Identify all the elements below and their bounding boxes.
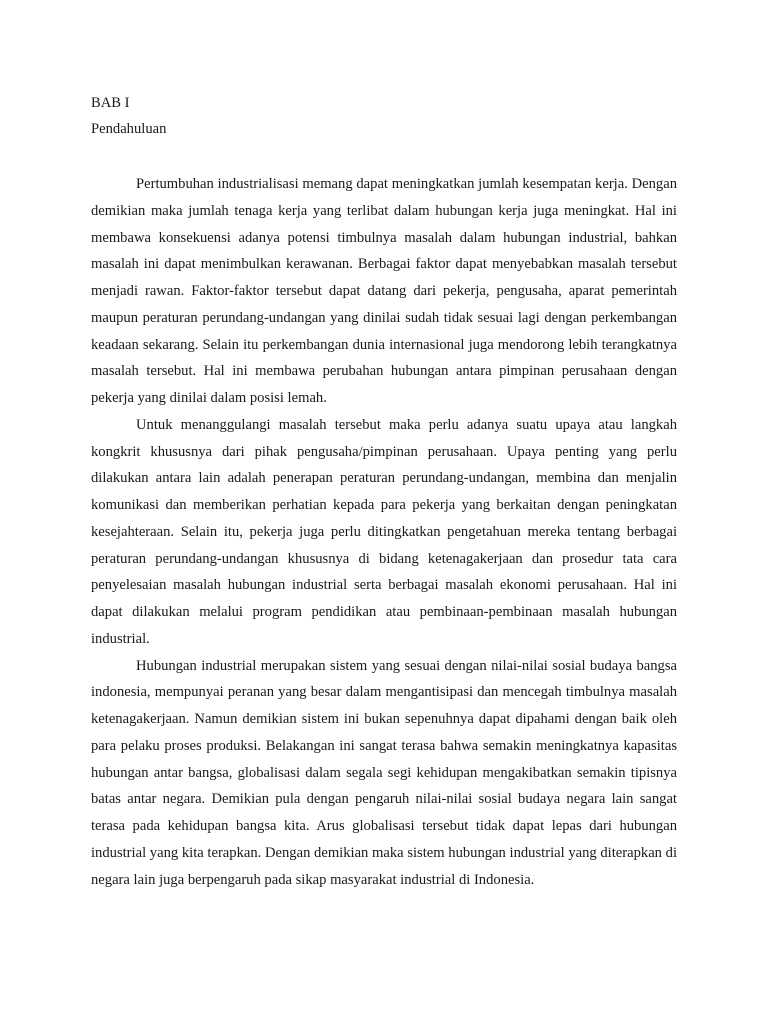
paragraph-2: Untuk menanggulangi masalah tersebut maka perlu adanya suatu upaya atau langkah kongkrit khususnya dari pihak pengusaha/pimpinan perusahaan. Upaya penting yang perlu dilakukan antara lain adalah penerapan peraturan perundang-undangan, membina dan menjalin komunikasi dan memberikan perhatian kepada para pekerja yang berkaitan dengan peningkatan kesejahteraan. Selain itu, pekerja juga perlu ditingkatkan pengetahuan mereka tentang berbagai peraturan perundang-undangan khususnya di bidang ketenagakerjaan dan prosedur tata cara penyelesaian masalah hubungan industrial serta berbagai masalah ekonomi perusahaan. Hal ini dapat dilakukan melalui program pendidikan atau pembinaan-pembinaan masalah hubungan industrial. bbox=[91, 416, 677, 647]
section-title: Pendahuluan bbox=[91, 121, 167, 137]
chapter-label: BAB I bbox=[91, 95, 130, 111]
paragraph-3: Hubungan industrial merupakan sistem yang sesuai dengan nilai-nilai sosial budaya bangsa indonesia, mempunyai peranan yang besar dalam mengantisipasi dan mencegah timbulnya masalah ketenagakerjaan. Namun demikian sistem ini bukan sepenuhnya dapat dipahami dengan baik oleh para pelaku proses produksi. Belakangan ini sangat terasa bahwa semakin meningkatnya kapasitas hubungan antar bangsa, globalisasi dalam segala segi kehidupan mengakibatkan semakin tipisnya batas antar negara. Demikian pula dengan pengaruh nilai-nilai sosial budaya negara lain sangat terasa pada kehidupan bangsa kita. Arus globalisasi tersebut tidak dapat lepas dari hubungan industrial yang kita terapkan. Dengan demikian maka sistem hubungan industrial yang diterapkan di negara lain juga berpengaruh pada sikap masyarakat industrial di Indonesia. bbox=[91, 657, 677, 888]
body-text bbox=[91, 171, 677, 893]
paragraph-1: Pertumbuhan industrialisasi memang dapat meningkatkan jumlah kesempatan kerja. Dengan demikian maka jumlah tenaga kerja yang terlibat dalam hubungan kerja juga meningkat. Hal ini membawa konsekuensi adanya potensi timbulnya masalah dalam hubungan industrial, bahkan masalah ini dapat menimbulkan kerawanan. Berbagai faktor dapat menyebabkan masalah tersebut menjadi rawan. Faktor-faktor tersebut dapat datang dari pekerja, pengusaha, aparat pemerintah maupun peraturan perundang-undangan yang dinilai sudah tidak sesuai lagi dengan perkembangan keadaan sekarang. Selain itu perkembangan dunia internasional juga mendorong lebih terangkatnya masalah tersebut. Hal ini membawa perubahan hubungan antara pimpinan perusahaan dengan pekerja yang dinilai dalam posisi lemah. bbox=[91, 176, 677, 406]
